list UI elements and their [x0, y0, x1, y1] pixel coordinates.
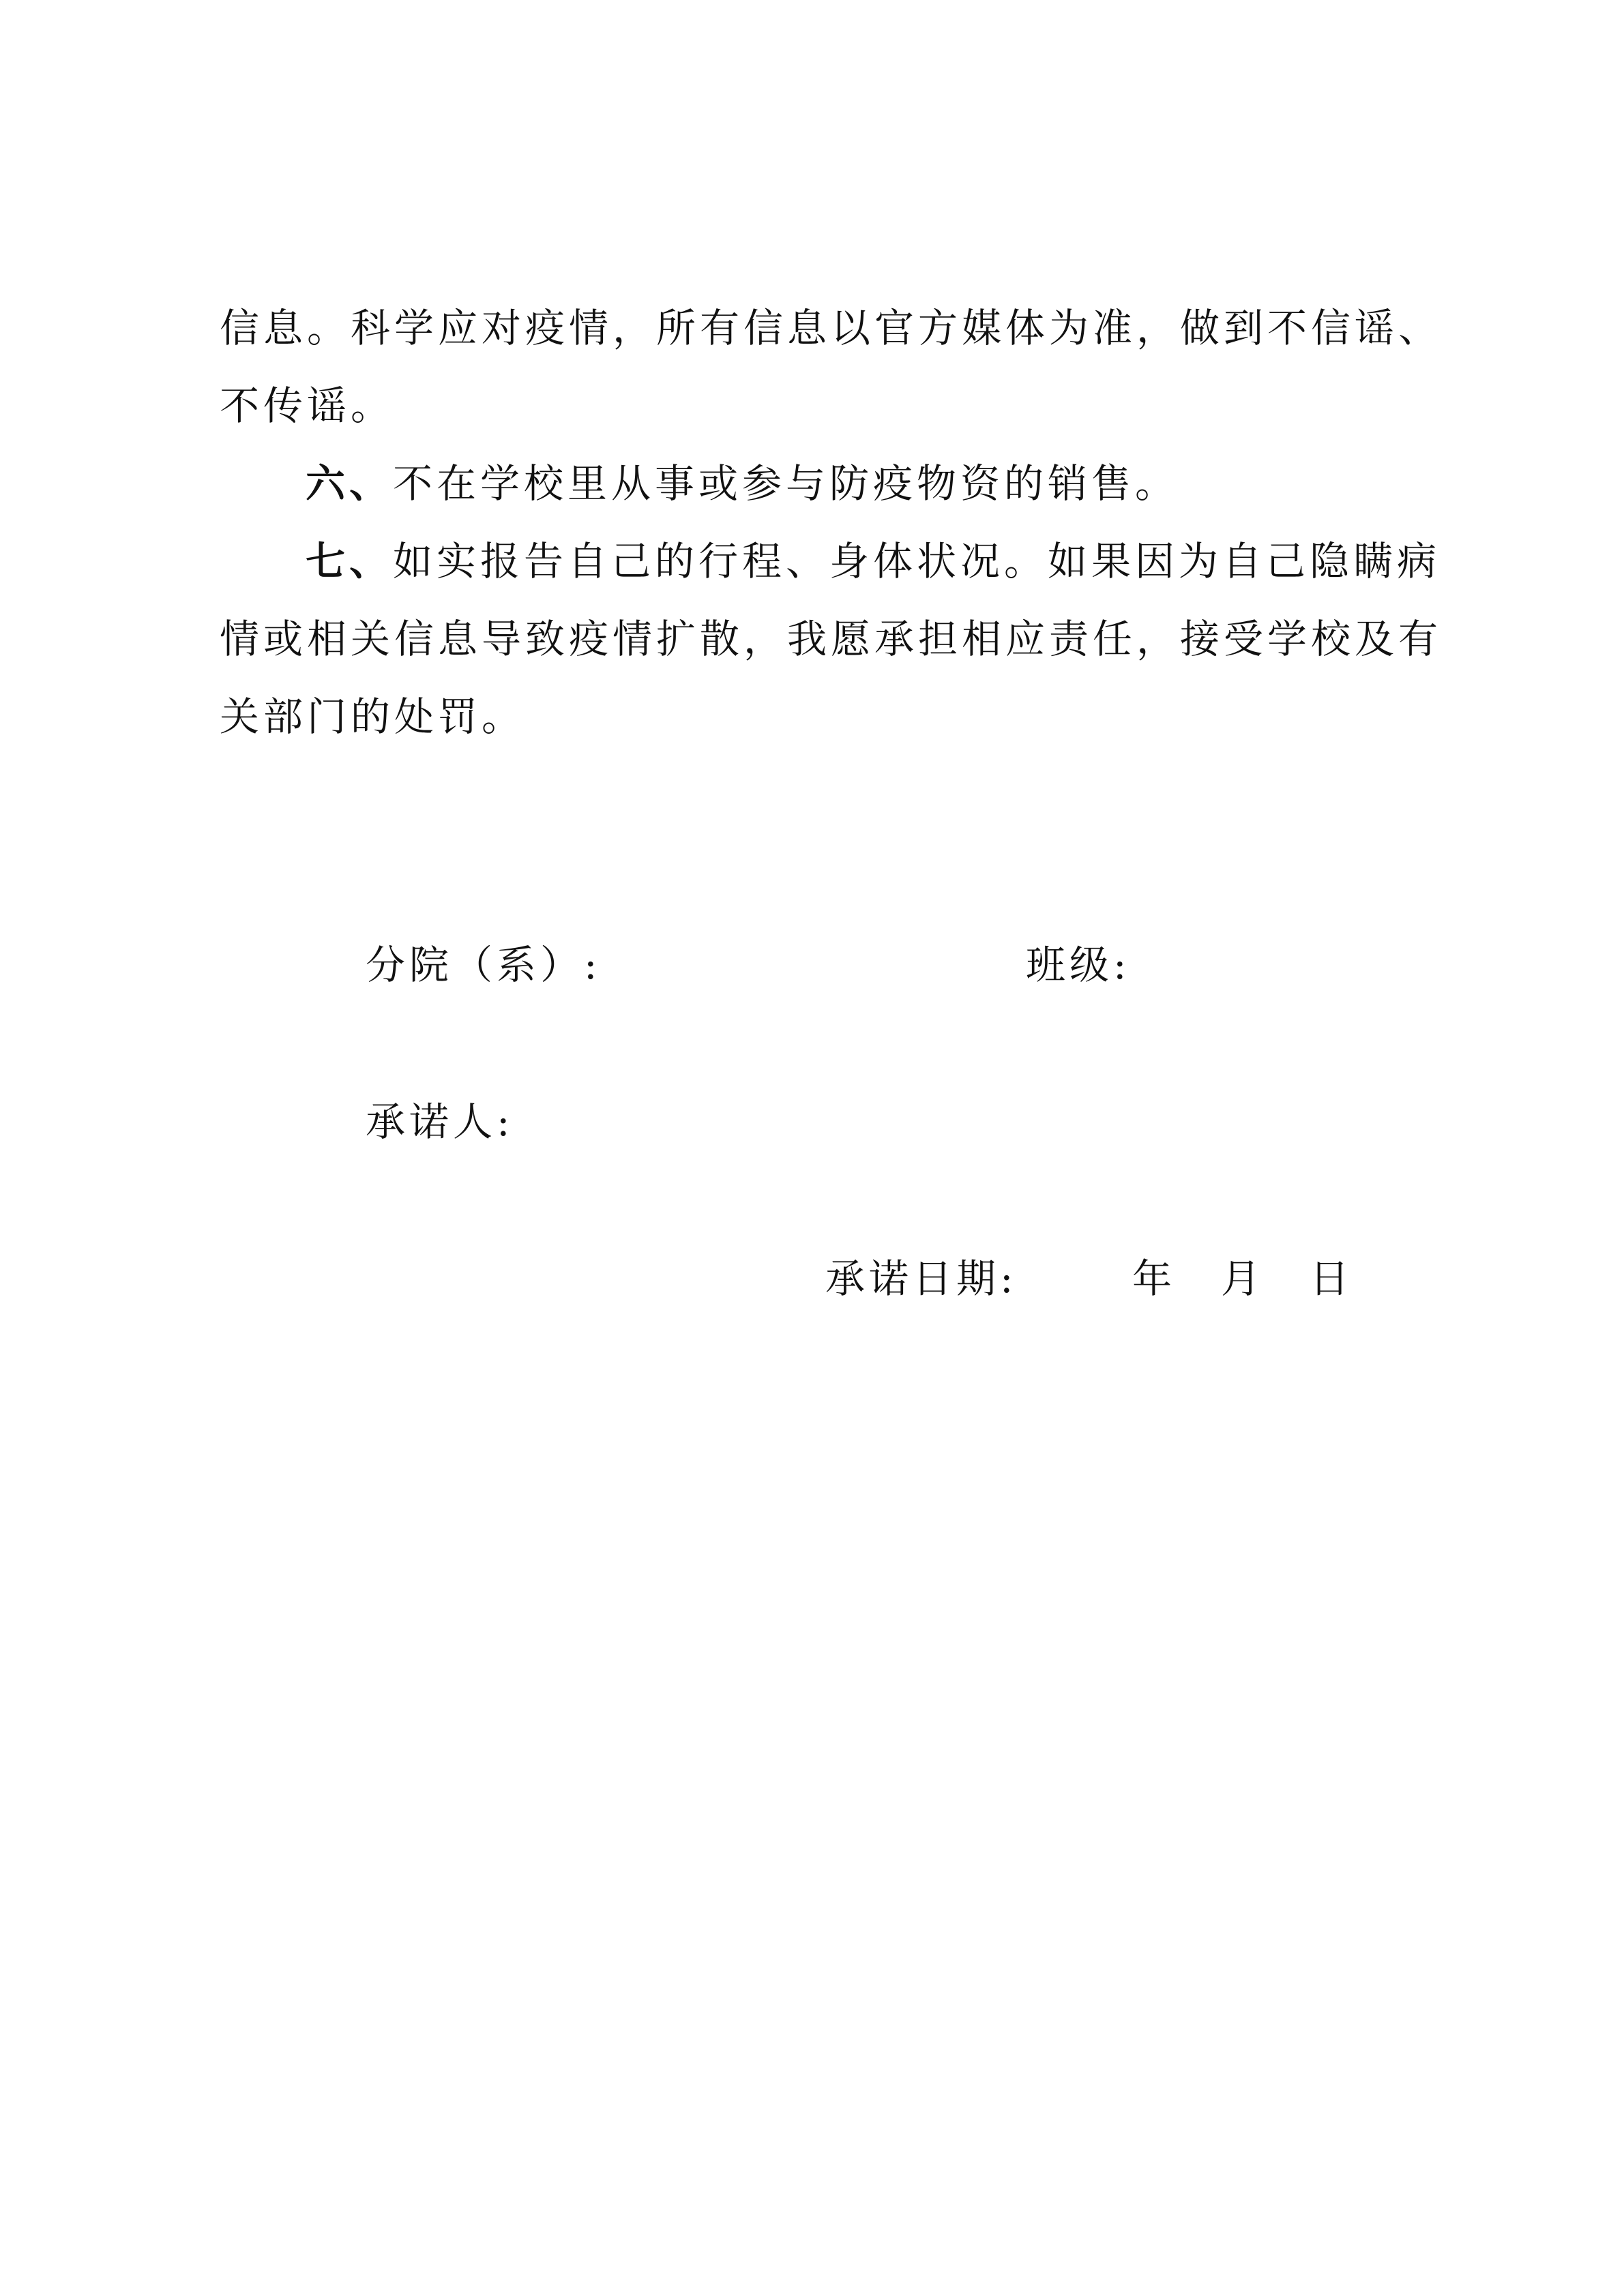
date-year-label: 年 — [1132, 1255, 1177, 1302]
promisor-label: 承诺人: — [366, 1099, 514, 1145]
paragraph-5-continuation-line-2: 不传谣。 — [220, 383, 395, 429]
paragraph-7-text-line-1: 如实报告自己的行程、身体状况。如果因为自己隐瞒病 — [393, 538, 1441, 584]
class-label: 班级: — [1026, 942, 1131, 988]
paragraph-7-line-1 — [306, 537, 1441, 585]
date-month-label: 月 — [1221, 1255, 1265, 1302]
paragraph-7-line-3: 关部门的处罚。 — [220, 694, 526, 740]
paragraph-7-line-2: 情或相关信息导致疫情扩散，我愿承担相应责任，接受学校及有 — [220, 616, 1443, 662]
date-day-label: 日 — [1310, 1255, 1354, 1302]
paragraph-7-number: 七、 — [306, 538, 394, 584]
paragraph-6-number: 六、 — [306, 460, 394, 507]
date-label: 承诺日期: — [825, 1255, 1018, 1302]
paragraph-6 — [306, 460, 1179, 507]
department-label: 分院（系）: — [366, 942, 602, 988]
paragraph-6-text: 不在学校里从事或参与防疫物资的销售。 — [393, 460, 1179, 507]
paragraph-5-continuation-line-1: 信息。科学应对疫情，所有信息以官方媒体为准，做到不信谣、 — [220, 305, 1443, 351]
